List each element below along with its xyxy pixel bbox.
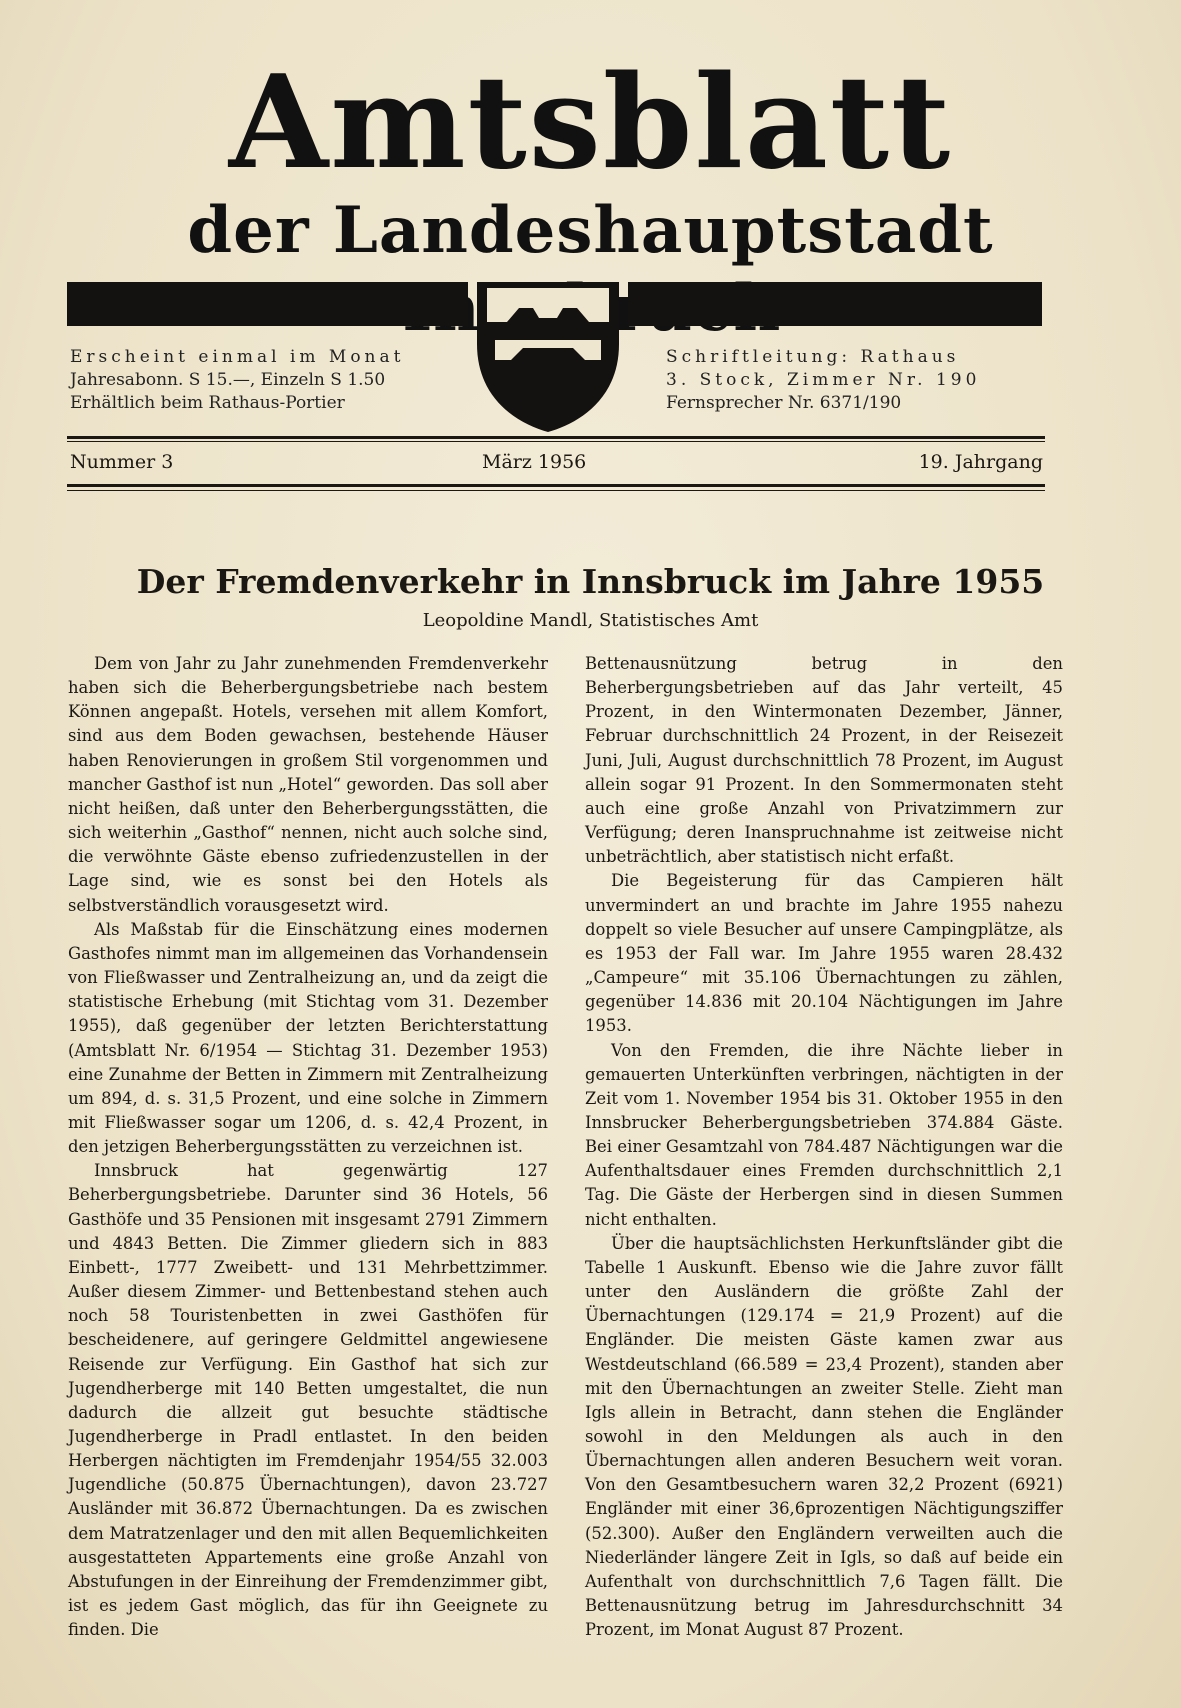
article-author: Leopoldine Mandl, Statistisches Amt [422,610,759,631]
article-column-left [68,652,548,1642]
paragraph: Innsbruck hat gegenwärtig 127 Beherbergungsbetriebe. Darunter sind 36 Hotels, 56 Gasthöfe und 35 Pensionen mit insgesamt 2791 Zimmern und 4843 Betten. Die Zimmer gliedern sich in 883 Einbett-, 1777 Zweibett- und 131 Mehrbettzimmer. Außer diesem Zimmer- und Bettenbestand stehen auch noch 58 Touristenbetten in zwei Gasthöfen für bescheidenere, auf geringere Geldmittel angewiesene Reisende zur Verfügung. Ein Gasthof hat sich zur Jugendherberge mit 140 Betten umgestaltet, die nun dadurch die allzeit gut besuchte städtische Jugendherberge in Pradl entlastet. In den beiden Herbergen nächtigten im Fremdenjahr 1954/55 32.003 Jugendliche (50.875 Übernachtungen), davon 23.727 Ausländer mit 36.872 Übernachtungen. Da es zwischen dem Matratzenlager und den mit allen Bequemlichkeiten ausgestatteten Appartements eine große Anzahl von Abstufungen in der Einreihung der Fremdenzimmer gibt, ist es jedem Gast möglich, das für ihn Geeignete zu finden. Die [68,1161,548,1640]
frequency-text: Erscheint einmal im Monat [70,347,405,367]
issue-rule-bottom-thin [67,490,1045,491]
availability-text: Erhältlich beim Rathaus-Portier [70,393,345,413]
issue-rule-bottom [67,484,1045,487]
price-text: Jahresabonn. S 15.—, Einzeln S 1.50 [70,370,386,390]
article-title: Der Fremdenverkehr in Innsbruck im Jahre 1955 [136,562,1045,601]
editorial-info [666,346,980,415]
masthead-bar-left [67,282,468,326]
paragraph: Von den Fremden, die ihre Nächte lieber in gemauerten Unterkünften verbringen, nächtigten in der Zeit vom 1. November 1954 bis 31. Oktober 1955 in den Innsbrucker Beherbergungsbetrieben 374.884 Gäste. Bei einer Gesamtzahl von 784.487 Nächtigungen war die Aufenthaltsdauer eines Fremden durchschnittlich 2,1 Tag. Die Gäste der Herbergen sind in diesen Summen nicht enthalten. [585,1040,1063,1229]
paragraph: Bettenausnützung betrug in den Beherbergungsbetrieben auf das Jahr verteilt, 45 Prozent, in den Wintermonaten Dezember, Jänner, Februar durchschnittlich 24 Prozent, in der Reisezeit Juni, Juli, August durchschnittlich 78 Prozent, im August allein sogar 91 Prozent. In den Sommermonaten steht auch eine große Anzahl von Privatzimmern zur Verfügung; deren Inanspruchnahme ist zeitweise nicht unbeträchtlich, aber statistisch nicht erfaßt. [585,654,1063,867]
phone-text: Fernsprecher Nr. 6371/190 [666,393,902,413]
issue-rule-top [67,436,1045,439]
publication-info [70,346,404,415]
masthead-subtitle: der Landeshauptstadt [187,193,994,268]
editorial-office-text: Schriftleitung: Rathaus [666,347,960,367]
room-text: 3. Stock, Zimmer Nr. 190 [666,370,981,390]
issue-volume: 19. Jahrgang [918,451,1043,473]
issue-rule-top-thin [67,441,1045,442]
article-column-right [585,652,1063,1642]
masthead-title: Amtsblatt [228,48,953,198]
issue-number: Nummer 3 [70,451,174,473]
paragraph: Als Maßstab für die Einschätzung eines modernen Gasthofes nimmt man im allgemeinen das Vorhandensein von Fließwasser und Zentralheizung an, und da zeigt die statistische Erhebung (mit Stichtag vom 31. Dezember 1955), daß gegenüber der letzten Berichterstattung (Amtsblatt Nr. 6/1954 — Stichtag 31. Dezember 1953) eine Zunahme der Betten in Zimmern mit Zentralheizung um 894, d. s. 31,5 Prozent, und eine solche in Zimmern mit Fließwasser sogar um 1206, d. s. 42,4 Prozent, in den jetzigen Beherbergungsstätten zu verzeichnen ist. [68,919,548,1157]
paragraph: Die Begeisterung für das Campieren hält unvermindert an und brachte im Jahre 1955 nahezu doppelt so viele Besucher auf unsere Campingplätze, als es 1953 der Fall war. Im Jahre 1955 waren 28.432 „Campeure“ mit 35.106 Übernachtungen zu zählen, gegenüber 14.836 mit 20.104 Nächtigungen im Jahre 1953. [585,871,1063,1036]
paragraph: Dem von Jahr zu Jahr zunehmenden Fremdenverkehr haben sich die Beherbergungsbetriebe nach bestem Können angepaßt. Hotels, versehen mit allem Komfort, sind aus dem Boden gewachsen, bestehende Häuser haben Renovierungen in großem Stil vorgenommen und mancher Gasthof ist nun „Hotel“ geworden. Das soll aber nicht heißen, daß unter den Beherbergungsstätten, die sich weiterhin „Gasthof“ nennen, nicht auch solche sind, die verwöhnte Gäste ebenso zufriedenzustellen in der Lage sind, wie es sonst bei den Hotels als selbstverständlich vorausgesetzt wird. [68,654,548,915]
issue-date: März 1956 [482,451,587,473]
city-crest-icon [477,282,619,432]
masthead-bar-right [628,282,1042,326]
paragraph: Über die hauptsächlichsten Herkunftsländer gibt die Tabelle 1 Auskunft. Ebenso wie die Jahre zuvor fällt unter den Ausländern die größte Zahl der Übernachtungen (129.174 = 21,9 Prozent) auf die Engländer. Die meisten Gäste kamen zwar aus Westdeutschland (66.589 = 23,4 Prozent), standen aber mit den Übernachtungen an zweiter Stelle. Zieht man Igls allein in Betracht, dann stehen die Engländer sowohl in den Meldungen als auch in den Übernachtungen allen anderen Besuchern weit voran. Von den Gesamtbesuchern waren 32,2 Prozent (6921) Engländer mit einer 36,6prozentigen Nächtigungsziffer (52.300). Außer den Engländern verweilten auch die Niederländer längere Zeit in Igls, so daß auf beide ein Aufenthalt von durchschnittlich 7,6 Tagen fällt. Die Bettenausnützung betrug im Jahresdurchschnitt 34 Prozent, im Monat August 87 Prozent. [585,1233,1063,1640]
